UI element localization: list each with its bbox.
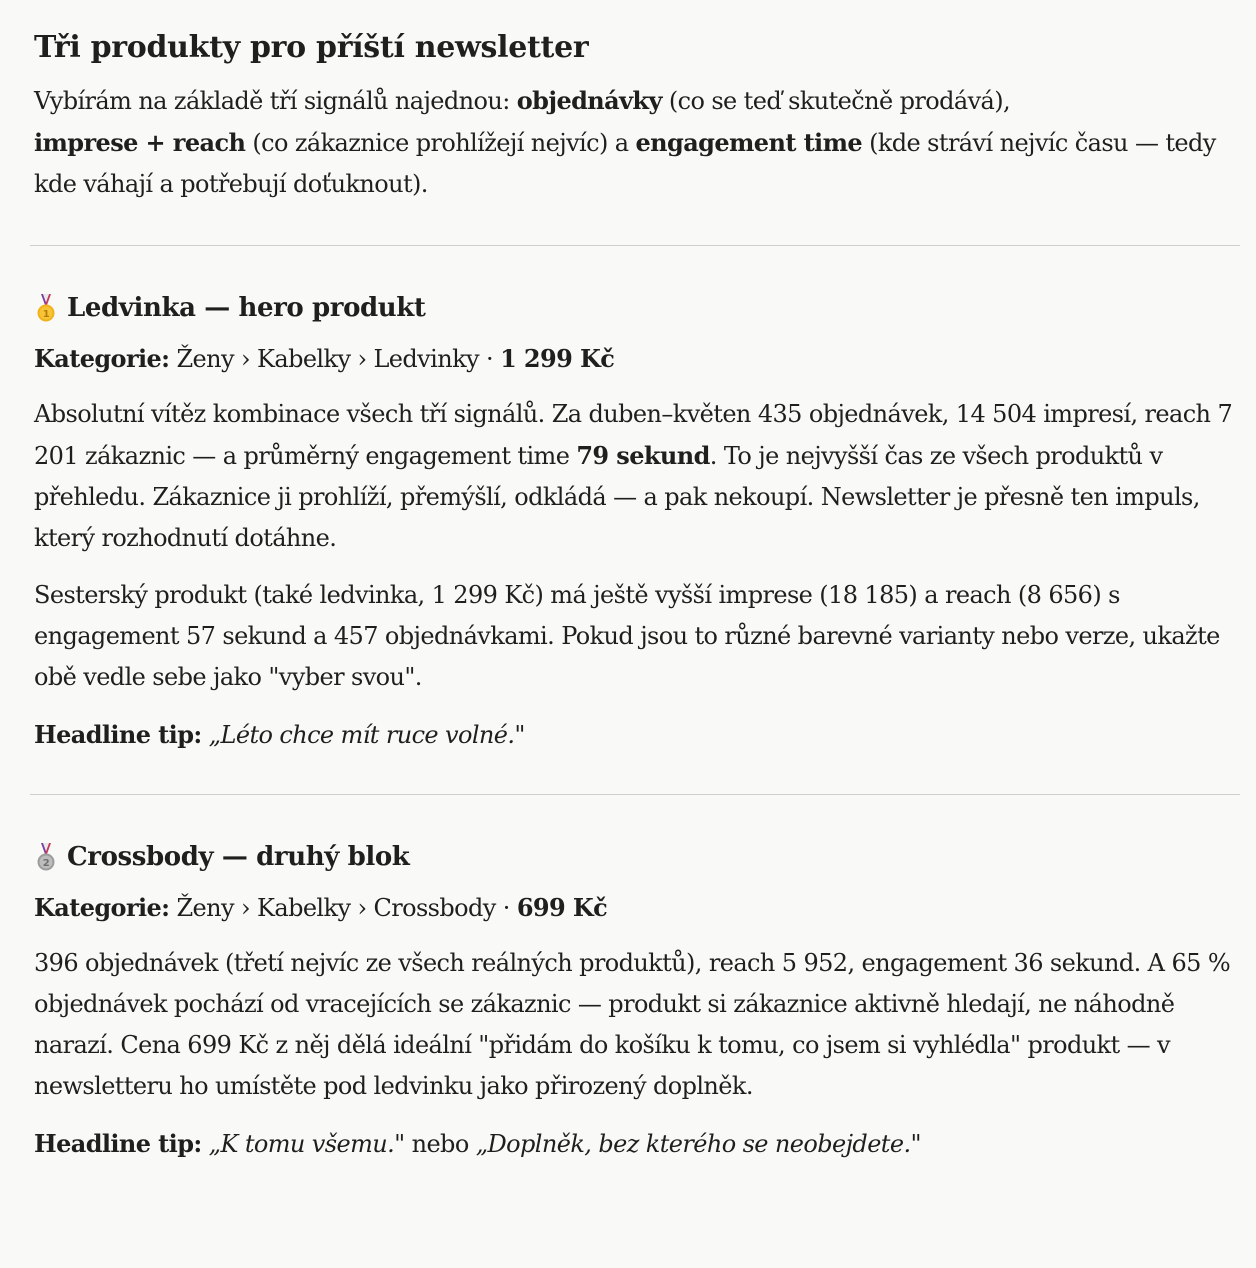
intro-text-2: (co se teď skutečně prodává), [661,87,1011,115]
product-heading [34,288,1240,328]
silver-medal-icon [34,842,58,872]
engagement-highlight: 79 sekund [576,441,710,470]
intro-bold-engagement: engagement time [635,128,863,157]
headline-tip [34,714,1240,756]
intro-text-3: (co zákaznice prohlížejí nejvíc) a [245,129,636,157]
sister-product-paragraph: Sesterský produkt (také ledvinka, 1 299 Kč) má ještě vyšší imprese (18 185) a reach (8 656) s engagement 57 sekund a 457 objednávkami. Pokud jsou to různé barevné varianty nebo verze, ukažte obě vedle sebe jako "vyber svou". [34,581,1220,691]
product-heading [34,837,1240,877]
product-heading-text: Ledvinka — hero produkt [67,293,426,323]
intro-text-1: Vybírám na základě tří signálů najednou: [34,87,517,115]
headline-tip-text: „Léto chce mít ruce volné." [201,721,525,749]
svg-text:2: 2 [42,858,50,869]
category-label: Kategorie: [34,344,170,373]
product-description: 396 objednávek (třetí nejvíc ze všech reálných produktů), reach 5 952, engagement 36 sekund. A 65 % objednávek pochází od vracejících se zákaznic — produkt si zákaznice aktivně hledají, ne náhodně narazí. Cena 699 Kč z něj dělá ideální "přidám do košíku k tomu, co jsem si vyhlédla" produkt — v newsletteru ho umístěte pod ledvinku jako přirozený doplněk. [34,949,1231,1100]
headline-tip-or: nebo [404,1130,476,1158]
product-description [34,394,1240,559]
headline-tip-text-2: „Doplněk, bez kterého se neobejdete." [475,1130,921,1158]
headline-tip-text-1: „K tomu všemu." [201,1130,405,1158]
category-path: Ženy › Kabelky › Crossbody · [169,894,517,922]
divider [30,794,1240,795]
intro-bold-orders: objednávky [516,86,662,115]
product-heading-text: Crossbody — druhý blok [67,842,410,872]
page-title: Tři produkty pro příští newsletter [34,30,589,65]
headline-tip-label: Headline tip: [34,720,202,749]
headline-tip [34,1123,1240,1165]
description-text-end: . To je nejvyšší čas ze všech produktů v přehledu. Zákaznice ji prohlíží, přemýšlí, odkládá — a pak nekoupí. Newsletter je přesně ten impuls, který rozhodnutí dotáhne. [34,442,1200,552]
product-category [34,338,1240,380]
product-price: 1 299 Kč [500,344,615,373]
intro-paragraph [34,80,1240,205]
description-text: Absolutní vítěz kombinace všech tří signálů. Za duben–květen 435 objednávek, 14 504 impresí, reach 7 201 zákaznic — a průměrný engagement time [34,400,1233,470]
intro-bold-impressions: imprese + reach [34,128,246,157]
gold-medal-icon [34,293,58,323]
svg-text:1: 1 [42,309,50,320]
headline-tip-label: Headline tip: [34,1129,202,1158]
category-label: Kategorie: [34,893,170,922]
category-path: Ženy › Kabelky › Ledvinky · [169,345,501,373]
divider [30,245,1240,246]
intro-text-4: (kde stráví nejvíc času — tedy kde váhají a potřebují doťuknout). [34,129,1216,198]
product-category [34,887,1240,929]
product-section-crossbody [34,837,1240,1165]
product-section-ledvinka [34,288,1240,756]
product-price: 699 Kč [516,893,608,922]
